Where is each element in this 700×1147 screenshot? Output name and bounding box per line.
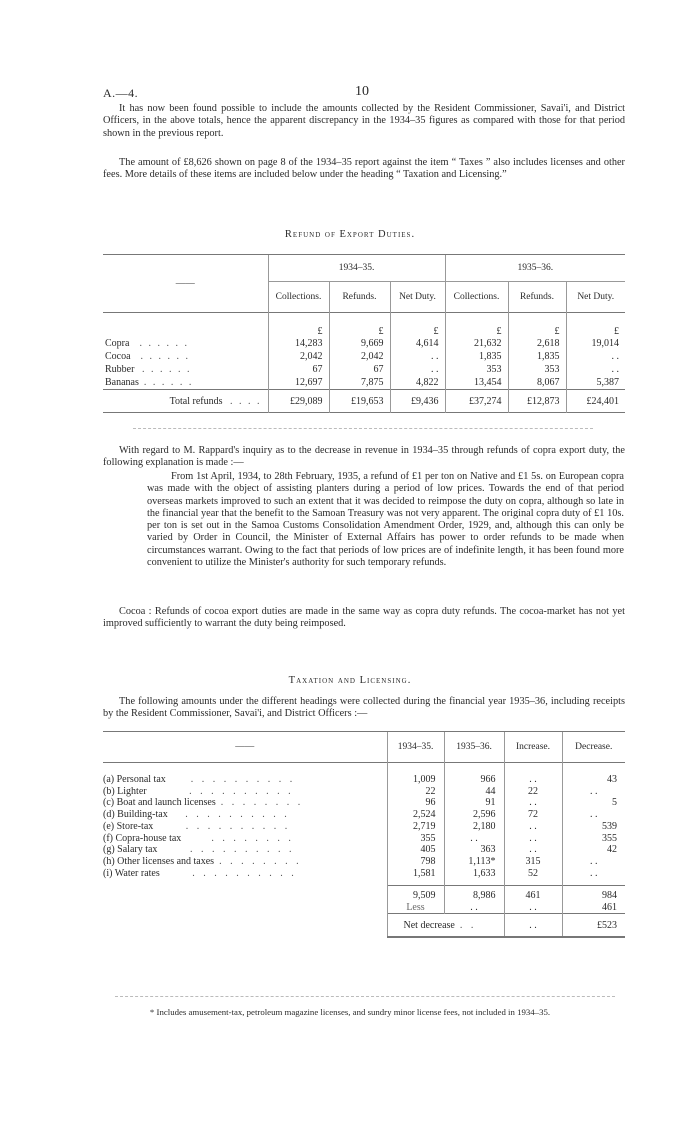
footnote-divider <box>115 996 615 997</box>
col-header: Refunds. <box>508 282 566 313</box>
cell: 1,835 <box>508 350 566 363</box>
cell: 1,581 <box>387 868 444 880</box>
document-code: A.—4. <box>103 86 139 100</box>
cell: 13,454 <box>445 376 508 390</box>
cell: 2,042 <box>329 350 390 363</box>
cell: . . <box>566 363 625 376</box>
year-header-1935-36: 1935–36. <box>445 255 625 282</box>
col-header: Decrease. <box>562 732 625 763</box>
total-cell: £12,873 <box>508 390 566 413</box>
leader-dots: . . . . . . . . . . <box>189 785 294 797</box>
cell: . . <box>390 363 445 376</box>
total-cell: 461 <box>504 885 562 901</box>
row-label: (g) Salary tax <box>103 844 158 856</box>
cocoa-paragraph: Cocoa : Refunds of cocoa export duties are made in the same way as copra duty refunds. The cocoa-market has not yet improved sufficiently to warrant the duty being reimposed. <box>103 606 625 630</box>
cell: . . <box>562 809 625 821</box>
cell: . . <box>504 902 562 914</box>
net-decrease-row <box>103 914 625 938</box>
leader-dots: . . . . . . . . <box>219 855 302 867</box>
cell: 2,042 <box>268 350 329 363</box>
cell: . . <box>504 821 562 833</box>
cell: . . <box>504 833 562 845</box>
leader-dots: . . . . . . <box>140 351 191 362</box>
intro-paragraph-1: It has now been found possible to include the amounts collected by the Resident Commissioner, Savai'i, and District Officers, in the above totals, hence the apparent discrepancy in the 1934–35 figures as compared with those for that period shown in the previous report. <box>103 103 625 139</box>
cell: 91 <box>444 797 504 809</box>
cell: 67 <box>268 363 329 376</box>
row-label: (a) Personal tax <box>103 774 166 785</box>
row-label: (b) Lighter <box>103 785 147 797</box>
cell: 355 <box>562 833 625 845</box>
leader-dots: . . . . . . <box>141 364 192 375</box>
net-decrease-value: £523 <box>562 914 625 938</box>
cell: 4,614 <box>390 337 445 350</box>
intro-paragraph-2: The amount of £8,626 shown on page 8 of the 1934–35 report against the item “ Taxes ” also includes licenses and other fees. More details of these items are included below under the heading “ Taxation and Licensing.” <box>103 157 625 181</box>
cell: . . <box>390 350 445 363</box>
col-header: Collections. <box>268 282 329 313</box>
row-label: (d) Building-tax <box>103 809 168 821</box>
year-header-1934-35: 1934–35. <box>268 255 445 282</box>
total-cell: £24,401 <box>566 390 625 413</box>
table-row <box>103 363 625 376</box>
table-row <box>103 774 625 786</box>
table-row <box>103 809 625 821</box>
row-label: Cocoa <box>105 351 131 362</box>
cell: . . <box>566 350 625 363</box>
section-divider <box>133 428 593 429</box>
total-cell: 8,986 <box>444 885 504 901</box>
cell: . . <box>504 774 562 786</box>
cell: . . <box>504 797 562 809</box>
row-label: (f) Copra-house tax <box>103 832 182 844</box>
cell: 1,009 <box>387 774 444 786</box>
taxation-section-title: Taxation and Licensing. <box>288 675 412 686</box>
table-row <box>103 821 625 833</box>
cell: 405 <box>387 844 444 856</box>
cell: 1,633 <box>444 868 504 880</box>
table-row <box>103 376 625 390</box>
table-row <box>103 868 625 880</box>
total-label: Total refunds <box>169 395 223 407</box>
pound-sign: £ <box>268 313 329 337</box>
cell: 22 <box>504 786 562 798</box>
total-cell: £19,653 <box>329 390 390 413</box>
page-number: 10 <box>355 84 369 99</box>
cell: 44 <box>444 786 504 798</box>
cell: 12,697 <box>268 376 329 390</box>
net-label: Net decrease <box>403 919 455 931</box>
leader-dots: . . . . <box>230 395 262 407</box>
cell: 9,669 <box>329 337 390 350</box>
leader-dots: . . . . . . . . <box>211 832 294 844</box>
cell: . . <box>444 833 504 845</box>
total-cell: £9,436 <box>390 390 445 413</box>
cell: 52 <box>504 868 562 880</box>
stub-header-dash: —— <box>235 742 255 752</box>
row-label: Bananas <box>105 377 139 388</box>
stub-header-dash: —— <box>175 278 195 289</box>
cell: 355 <box>387 833 444 845</box>
leader-dots: . . <box>459 919 477 931</box>
row-label: (e) Store-tax <box>103 820 154 832</box>
cell: 461 <box>562 902 625 914</box>
col-header: 1935–36. <box>444 732 504 763</box>
less-label: Less <box>387 902 444 914</box>
taxation-intro: The following amounts under the different headings were collected during the financial year 1935–36, including receipts by the Resident Commissioner, Savai'i, and District Officers :— <box>103 696 625 720</box>
cell: 43 <box>562 774 625 786</box>
cell: 5 <box>562 797 625 809</box>
totals-row <box>103 885 625 901</box>
cell: 96 <box>387 797 444 809</box>
table-row <box>103 337 625 350</box>
cell: 2,596 <box>444 809 504 821</box>
total-cell: £37,274 <box>445 390 508 413</box>
explanation-quote: From 1st April, 1934, to 28th February, 1935, a refund of £1 per ton on Native and £1 5s. on European copra was made with the object of assisting planters during a period of low prices. Towards the end of that period overseas markets improved to such an extent that it was decided to reimpose the duty on copra, although so late in the financial year that the benefit to the Samoan Treasury was not very apparent. The original copra duty of £1 10s. per ton is set out in the Samoa Customs Consolidation Amendment Order, 1929, and, although this can only be varied by Order in Council, the Minister of External Affairs has power to order refunds to be made when circumstances warrant. Owing to the fact that periods of low prices are of indefinite length, it has been found more convenient to utilize the Minister's authority for such temporary refunds. <box>147 471 624 569</box>
total-cell: £29,089 <box>268 390 329 413</box>
cell: 2,524 <box>387 809 444 821</box>
row-label: (h) Other licenses and taxes <box>103 855 215 867</box>
table-row <box>103 350 625 363</box>
cell: . . <box>562 868 625 880</box>
col-header: Increase. <box>504 732 562 763</box>
cell: 1,835 <box>445 350 508 363</box>
leader-dots: . . . . . . . . . . <box>185 820 291 832</box>
leader-dots: . . . . . . . . . . <box>190 774 296 785</box>
explanation-paragraph: With regard to M. Rappard's inquiry as to the decrease in revenue in 1934–35 through refunds of copra export duty, the following explanation is made :— <box>103 445 625 469</box>
cell: 4,822 <box>390 376 445 390</box>
row-label: Copra <box>105 338 130 349</box>
cell: 8,067 <box>508 376 566 390</box>
cell: . . <box>504 844 562 856</box>
pound-sign: £ <box>508 313 566 337</box>
cell: 966 <box>444 774 504 786</box>
cell: 42 <box>562 844 625 856</box>
cell: 363 <box>444 844 504 856</box>
table-row <box>103 797 625 809</box>
cell: 315 <box>504 856 562 868</box>
cell: 353 <box>445 363 508 376</box>
table-row <box>103 833 625 845</box>
table-row <box>103 844 625 856</box>
pound-sign: £ <box>390 313 445 337</box>
cell: . . <box>562 856 625 868</box>
cell: 72 <box>504 809 562 821</box>
total-cell: 984 <box>562 885 625 901</box>
cell: 353 <box>508 363 566 376</box>
cell: 21,632 <box>445 337 508 350</box>
col-header: Refunds. <box>329 282 390 313</box>
leader-dots: . . . . . . <box>139 338 189 349</box>
col-header: Net Duty. <box>566 282 625 313</box>
cell: 539 <box>562 821 625 833</box>
cell: 1,113* <box>444 856 504 868</box>
cell: 2,180 <box>444 821 504 833</box>
cell: 14,283 <box>268 337 329 350</box>
refund-section-title: Refund of Export Duties. <box>284 229 416 240</box>
total-cell: 9,509 <box>387 885 444 901</box>
cell: 22 <box>387 786 444 798</box>
table-row <box>103 856 625 868</box>
cell: 67 <box>329 363 390 376</box>
taxation-licensing-table <box>103 731 625 940</box>
total-row <box>103 390 625 413</box>
less-row <box>103 902 625 914</box>
table-row <box>103 786 625 798</box>
cell: 798 <box>387 856 444 868</box>
leader-dots: . . . . . . . . . . <box>185 809 290 821</box>
cell: 2,719 <box>387 821 444 833</box>
cell: . . <box>444 902 504 914</box>
pound-sign: £ <box>445 313 508 337</box>
leader-dots: . . . . . . <box>143 377 194 388</box>
row-label: Rubber <box>105 364 135 375</box>
refund-export-duties-table <box>103 254 625 415</box>
leader-dots: . . . . . . . . . . <box>189 844 295 856</box>
col-header: 1934–35. <box>387 732 444 763</box>
cell: 7,875 <box>329 376 390 390</box>
row-label: (c) Boat and launch licenses <box>103 797 216 809</box>
leader-dots: . . . . . . . . <box>220 797 304 809</box>
cell: 19,014 <box>566 337 625 350</box>
cell: 2,618 <box>508 337 566 350</box>
col-header: Net Duty. <box>390 282 445 313</box>
cell: 5,387 <box>566 376 625 390</box>
leader-dots: . . . . . . . . . . <box>192 867 297 879</box>
row-label: (i) Water rates <box>103 867 160 879</box>
pound-sign: £ <box>329 313 390 337</box>
footnote: * Includes amusement-tax, petroleum magazine licenses, and sundry minor license fees, not included in 1934–35. <box>149 1007 551 1017</box>
cell: . . <box>504 914 562 938</box>
col-header: Collections. <box>445 282 508 313</box>
cell: . . <box>562 786 625 798</box>
pound-sign: £ <box>566 313 625 337</box>
